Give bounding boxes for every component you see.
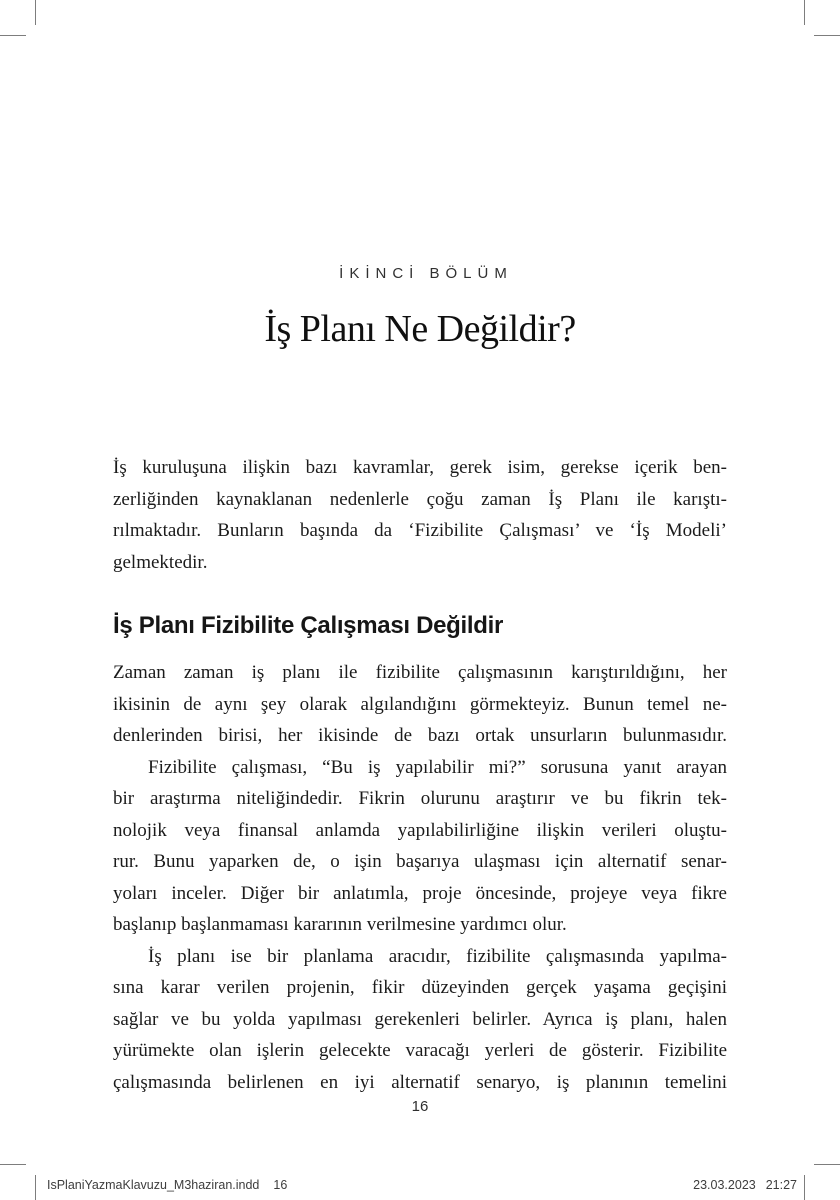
chapter-title: İş Planı Ne Değildir?	[264, 308, 576, 350]
body-line: başlanıp başlanmaması kararının verilmesine yardımcı olur.	[113, 914, 567, 935]
body-line: bir araştırma niteliğindedir. Fikrin olurunu araştırır ve bu fikrin tek-	[113, 788, 727, 809]
slug-date: 23.03.2023	[693, 1178, 756, 1192]
body-text-column	[113, 452, 727, 1098]
crop-mark-bottom-right-vertical	[804, 1175, 805, 1200]
section-heading: İş Planı Fizibilite Çalışması Değildir	[113, 612, 504, 639]
body-line: İş planı ise bir planlama aracıdır, fizibilite çalışmasında yapılma-	[148, 945, 727, 967]
crop-mark-top-right-vertical	[804, 0, 805, 25]
body-line: nolojik veya finansal anlamda yapılabilirliğine ilişkin verileri oluştu-	[113, 819, 727, 841]
slug-right	[693, 1178, 797, 1192]
body-line: İş kuruluşuna ilişkin bazı kavramlar, gerek isim, gerekse içerik ben-	[113, 457, 727, 478]
body-line: sağlar ve bu yolda yapılması gerekenleri belirler. Ayrıca iş planı, halen	[113, 1008, 727, 1030]
body-line: sına karar verilen projenin, fikir düzeyinden gerçek yaşama geçişini	[113, 977, 727, 998]
body-line: yürümekte olan işlerin gelecekte varacağı yerleri de gösterir. Fizibilite	[113, 1040, 727, 1061]
chapter-kicker: İKİNCİ BÖLÜM	[339, 265, 513, 282]
body-line: rılmaktadır. Bunların başında da ‘Fizibilite Çalışması’ ve ‘İş Modeli’	[113, 520, 727, 541]
body-line: yoları inceler. Diğer bir anlatımla, proje öncesinde, projeye veya fikre	[113, 882, 727, 904]
slug-filename: IsPlaniYazmaKlavuzu_M3haziran.indd	[47, 1178, 260, 1192]
crop-mark-bottom-left-horizontal	[0, 1164, 26, 1165]
body-line: zerliğinden kaynaklanan nedenlerle çoğu zaman İş Planı ile karıştı-	[113, 488, 727, 510]
body-line: gelmektedir.	[113, 551, 208, 573]
crop-mark-top-left-vertical	[35, 0, 36, 25]
slug-time: 21:27	[765, 1178, 797, 1192]
crop-mark-top-right-horizontal	[814, 35, 840, 36]
body-line: denlerinden birisi, her ikisinde de bazı ortak unsurların bulunmasıdır.	[113, 725, 727, 746]
body-line: rur. Bunu yaparken de, o işin başarıya ulaşması için alternatif senar-	[113, 851, 727, 872]
intro-paragraph	[113, 452, 727, 578]
body-line: Zaman zaman iş planı ile fizibilite çalışmasının karıştırıldığını, her	[113, 662, 727, 683]
slug-sheet-number: 16	[273, 1178, 288, 1192]
crop-mark-bottom-right-horizontal	[814, 1164, 840, 1165]
paragraph	[113, 657, 727, 752]
page-number: 16	[411, 1098, 429, 1115]
body-line: ikisinin de aynı şey olarak algılandığını görmekteyiz. Bunun temel ne-	[113, 693, 727, 715]
body-line: Fizibilite çalışması, “Bu iş yapılabilir mi?” sorusuna yanıt arayan	[148, 756, 727, 778]
body-line: çalışmasında belirlenen en iyi alternatif senaryo, iş planının temelini	[113, 1071, 727, 1093]
paragraph	[113, 752, 727, 941]
crop-mark-bottom-left-vertical	[35, 1175, 36, 1200]
crop-mark-top-left-horizontal	[0, 35, 26, 36]
paragraph	[113, 941, 727, 1099]
slug-left	[47, 1178, 287, 1192]
